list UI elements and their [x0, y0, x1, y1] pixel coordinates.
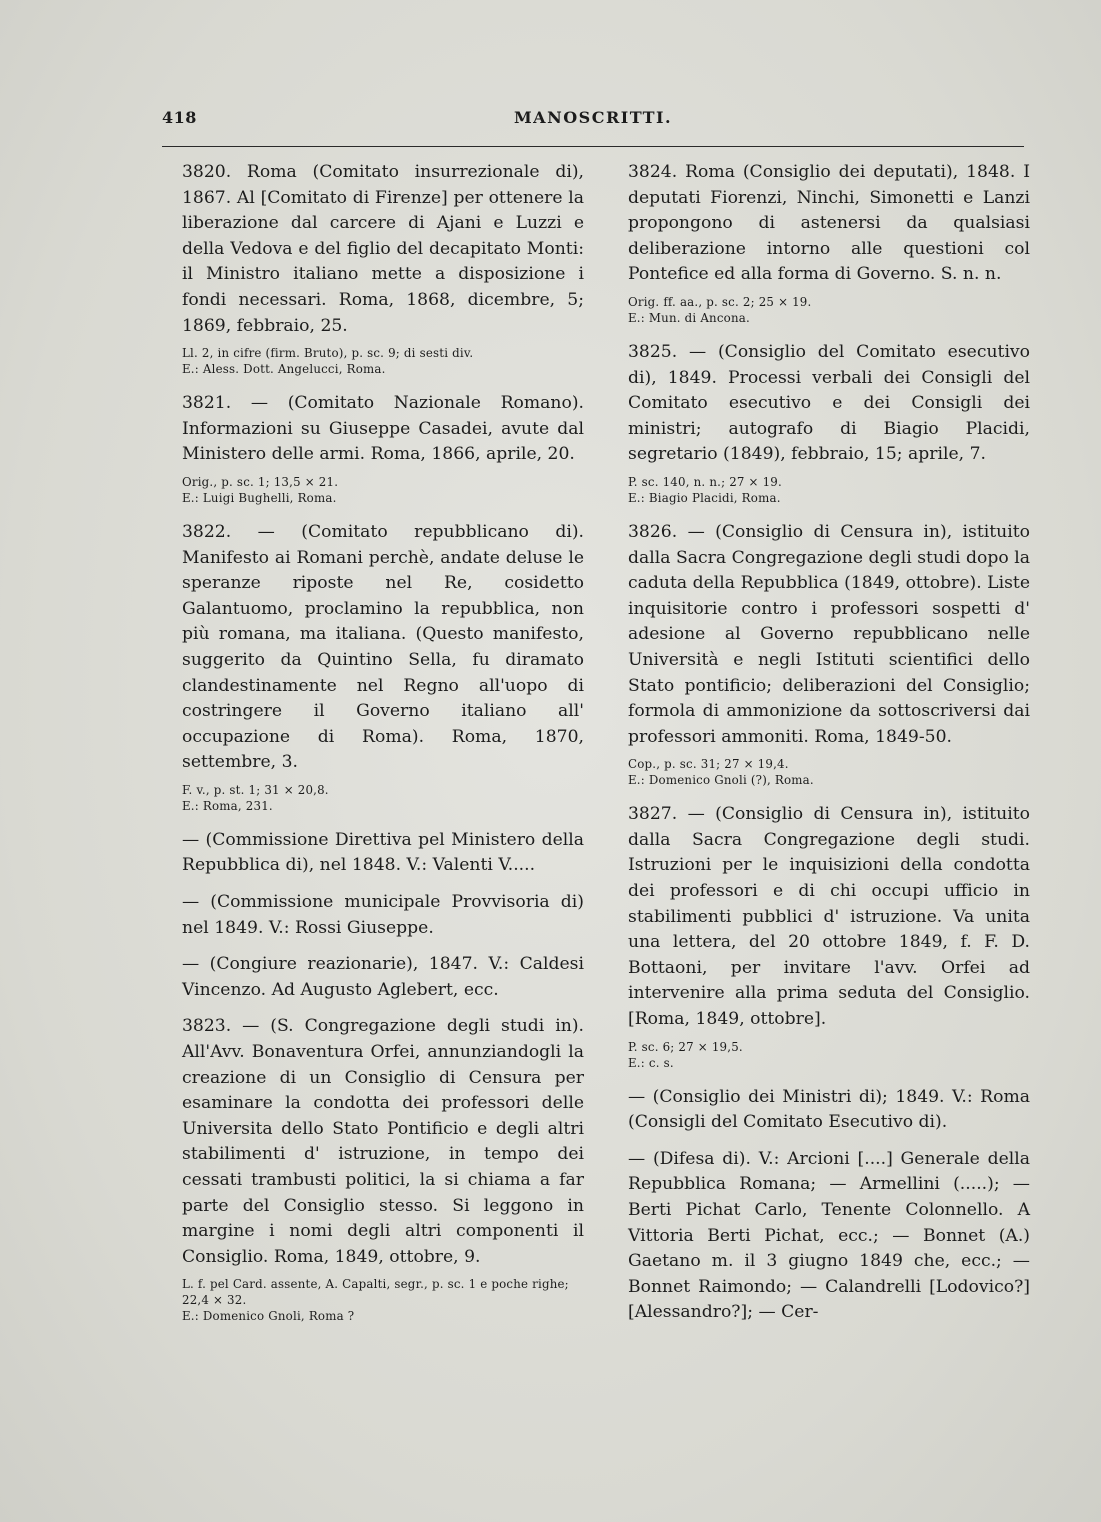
note-line: L. f. pel Card. assente, A. Capalti, segr., p. sc. 1 e poche righe; 22,4 × 32. — [182, 1277, 569, 1308]
entry-text: 3823. — (S. Congregazione degli studi in). All'Avv. Bonaventura Orfei, annunziandogli la creazione di un Consiglio di Censura per esaminare la condotta dei professori delle Universita dello Stato Pontificio e degli altri stabilimenti d' istruzione, in tempo dei cessati trambusti politici, la si chiama a far parte del Consiglio stesso. Si leggono in margine i nomi degli altri componenti il Consiglio. Roma, 1849, ottobre, 9. — [182, 1016, 584, 1267]
entry-notes — [182, 345, 584, 377]
entry-text: 3826. — (Consiglio di Censura in), istituito dalla Sacra Congregazione degli studi dopo la caduta della Repubblica (1849, ottobre). Liste inquisitorie contro i professori sospetti d' adesione al Governo repubblicano nelle Università e negli Istituti scientifici dello Stato pontificio; deliberazioni del Consiglio; formola di ammonizione da sottoscriversi dai professori ammoniti. Roma, 1849-50. — [628, 521, 1030, 747]
cross-reference — [182, 890, 584, 941]
note-line: E.: Luigi Bughelli, Roma. — [182, 490, 337, 505]
note-line: P. sc. 140, n. n.; 27 × 19. — [628, 474, 782, 489]
entry-notes — [628, 1039, 1030, 1071]
note-line: E.: Mun. di Ancona. — [628, 310, 750, 325]
entry-3822 — [182, 520, 584, 814]
note-line: Ll. 2, in cifre (firm. Bruto), p. sc. 9; di sesti div. — [182, 346, 474, 361]
note-line: E.: Aless. Dott. Angelucci, Roma. — [182, 362, 386, 377]
entry-text: 3827. — (Consiglio di Censura in), istituito dalla Sacra Congregazione degli studi. Istruzioni per le inquisizioni della condotta dei professori e di chi occupi ufficio in stabilimenti pubblici d' istruzione. Va unita una lettera, del 20 ottobre 1849, f. F. D. Bottaoni, per invitare l'avv. Orfei ad intervenire alla prima seduta del Consiglio. [Roma, 1849, ottobre]. — [628, 804, 1030, 1030]
entry-text: 3820. Roma (Comitato insurrezionale di), 1867. Al [Comitato di Firenze] per ottenere la liberazione dal carcere di Ajani e Luzzi e della Vedova e del figlio del decapitato Monti: il Ministro italiano mette a disposizione i fondi necessari. Roma, 1868, dicembre, 5; 1869, febbraio, 25. — [182, 162, 584, 336]
entry-text: — (Congiure reazionarie), 1847. V.: Caldesi Vincenzo. Ad Augusto Aglebert, ecc. — [182, 954, 584, 1000]
note-line: Cop., p. sc. 31; 27 × 19,4. — [628, 757, 789, 772]
right-column — [628, 160, 1030, 1337]
entry-3821 — [182, 391, 584, 506]
note-line: E.: Domenico Gnoli (?), Roma. — [628, 773, 814, 788]
note-line: E.: Biagio Placidi, Roma. — [628, 490, 781, 505]
entry-text: 3824. Roma (Consiglio dei deputati), 1848. I deputati Fiorenzi, Ninchi, Simonetti e Lanzi propongono di astenersi da qualsiasi deliberazione intorno alle questioni col Pontefice ed alla forma di Governo. S. n. n. — [628, 162, 1030, 285]
entry-3827 — [628, 802, 1030, 1070]
cross-reference — [182, 828, 584, 879]
note-line: F. v., p. st. 1; 31 × 20,8. — [182, 782, 329, 797]
cross-reference — [628, 1085, 1030, 1136]
entry-notes — [628, 756, 1030, 788]
note-line: P. sc. 6; 27 × 19,5. — [628, 1039, 743, 1054]
entry-3826 — [628, 520, 1030, 788]
header-rule — [162, 146, 1024, 147]
note-line: E.: Roma, 231. — [182, 798, 273, 813]
entry-notes — [182, 1276, 584, 1324]
entry-text: 3822. — (Comitato repubblicano di). Manifesto ai Romani perchè, andate deluse le speranze riposte nel Re, cosidetto Galantuomo, proclamino la repubblica, non più romana, ma italiana. (Questo manifesto, suggerito da Quintino Sella, fu diramato clandestinamente nel Regno all'uopo di costringere il Governo italiano all' occupazione di Roma). Roma, 1870, settembre, 3. — [182, 521, 584, 773]
entry-text: — (Consiglio dei Ministri di); 1849. V.: Roma (Consigli del Comitato Esecutivo di). — [628, 1086, 1030, 1133]
entry-notes — [628, 474, 1030, 506]
entry-notes — [628, 294, 1030, 326]
entry-3820 — [182, 160, 584, 377]
note-line: Orig. ff. aa., p. sc. 2; 25 × 19. — [628, 294, 812, 309]
page-header — [162, 108, 1024, 138]
entry-text: — (Commissione Direttiva pel Ministero della Repubblica di), nel 1848. V.: Valenti V..... — [182, 829, 584, 876]
entry-3825 — [628, 340, 1030, 506]
entry-notes — [182, 474, 584, 506]
left-column — [182, 160, 584, 1338]
entry-text: — (Difesa di). V.: Arcioni [....] Generale della Repubblica Romana; — Armellini (.....); — Berti Pichat Carlo, Tenente Colonnello. A Vittoria Berti Pichat, ecc.; — Bonnet (A.) Gaetano m. il 3 giugno 1849 che, ecc.; — Bonnet Raimondo; — Calandrelli [Lodovico?] [Alessandro?]; — Cer- — [628, 1148, 1030, 1323]
entry-text: — (Commissione municipale Provvisoria di) nel 1849. V.: Rossi Giuseppe. — [182, 892, 584, 938]
entry-3823 — [182, 1014, 584, 1324]
entry-text: 3825. — (Consiglio del Comitato esecutivo di), 1849. Processi verbali dei Consigli del Comitato esecutivo e dei Consigli dei ministri; autografo di Biagio Placidi, segretario (1849), febbraio, 15; aprile, 7. — [628, 341, 1030, 465]
cross-reference — [182, 952, 584, 1003]
note-line: E.: Domenico Gnoli, Roma ? — [182, 1309, 355, 1324]
page-number: 418 — [162, 108, 197, 127]
note-line: E.: c. s. — [628, 1055, 674, 1070]
entry-notes — [182, 782, 584, 814]
running-head: MANOSCRITTI. — [513, 108, 673, 127]
note-line: Orig., p. sc. 1; 13,5 × 21. — [182, 474, 339, 489]
entry-3824 — [628, 160, 1030, 326]
cross-reference — [628, 1147, 1030, 1326]
entry-text: 3821. — (Comitato Nazionale Romano). Informazioni su Giuseppe Casadei, avute dal Ministero delle armi. Roma, 1866, aprile, 20. — [182, 393, 584, 465]
